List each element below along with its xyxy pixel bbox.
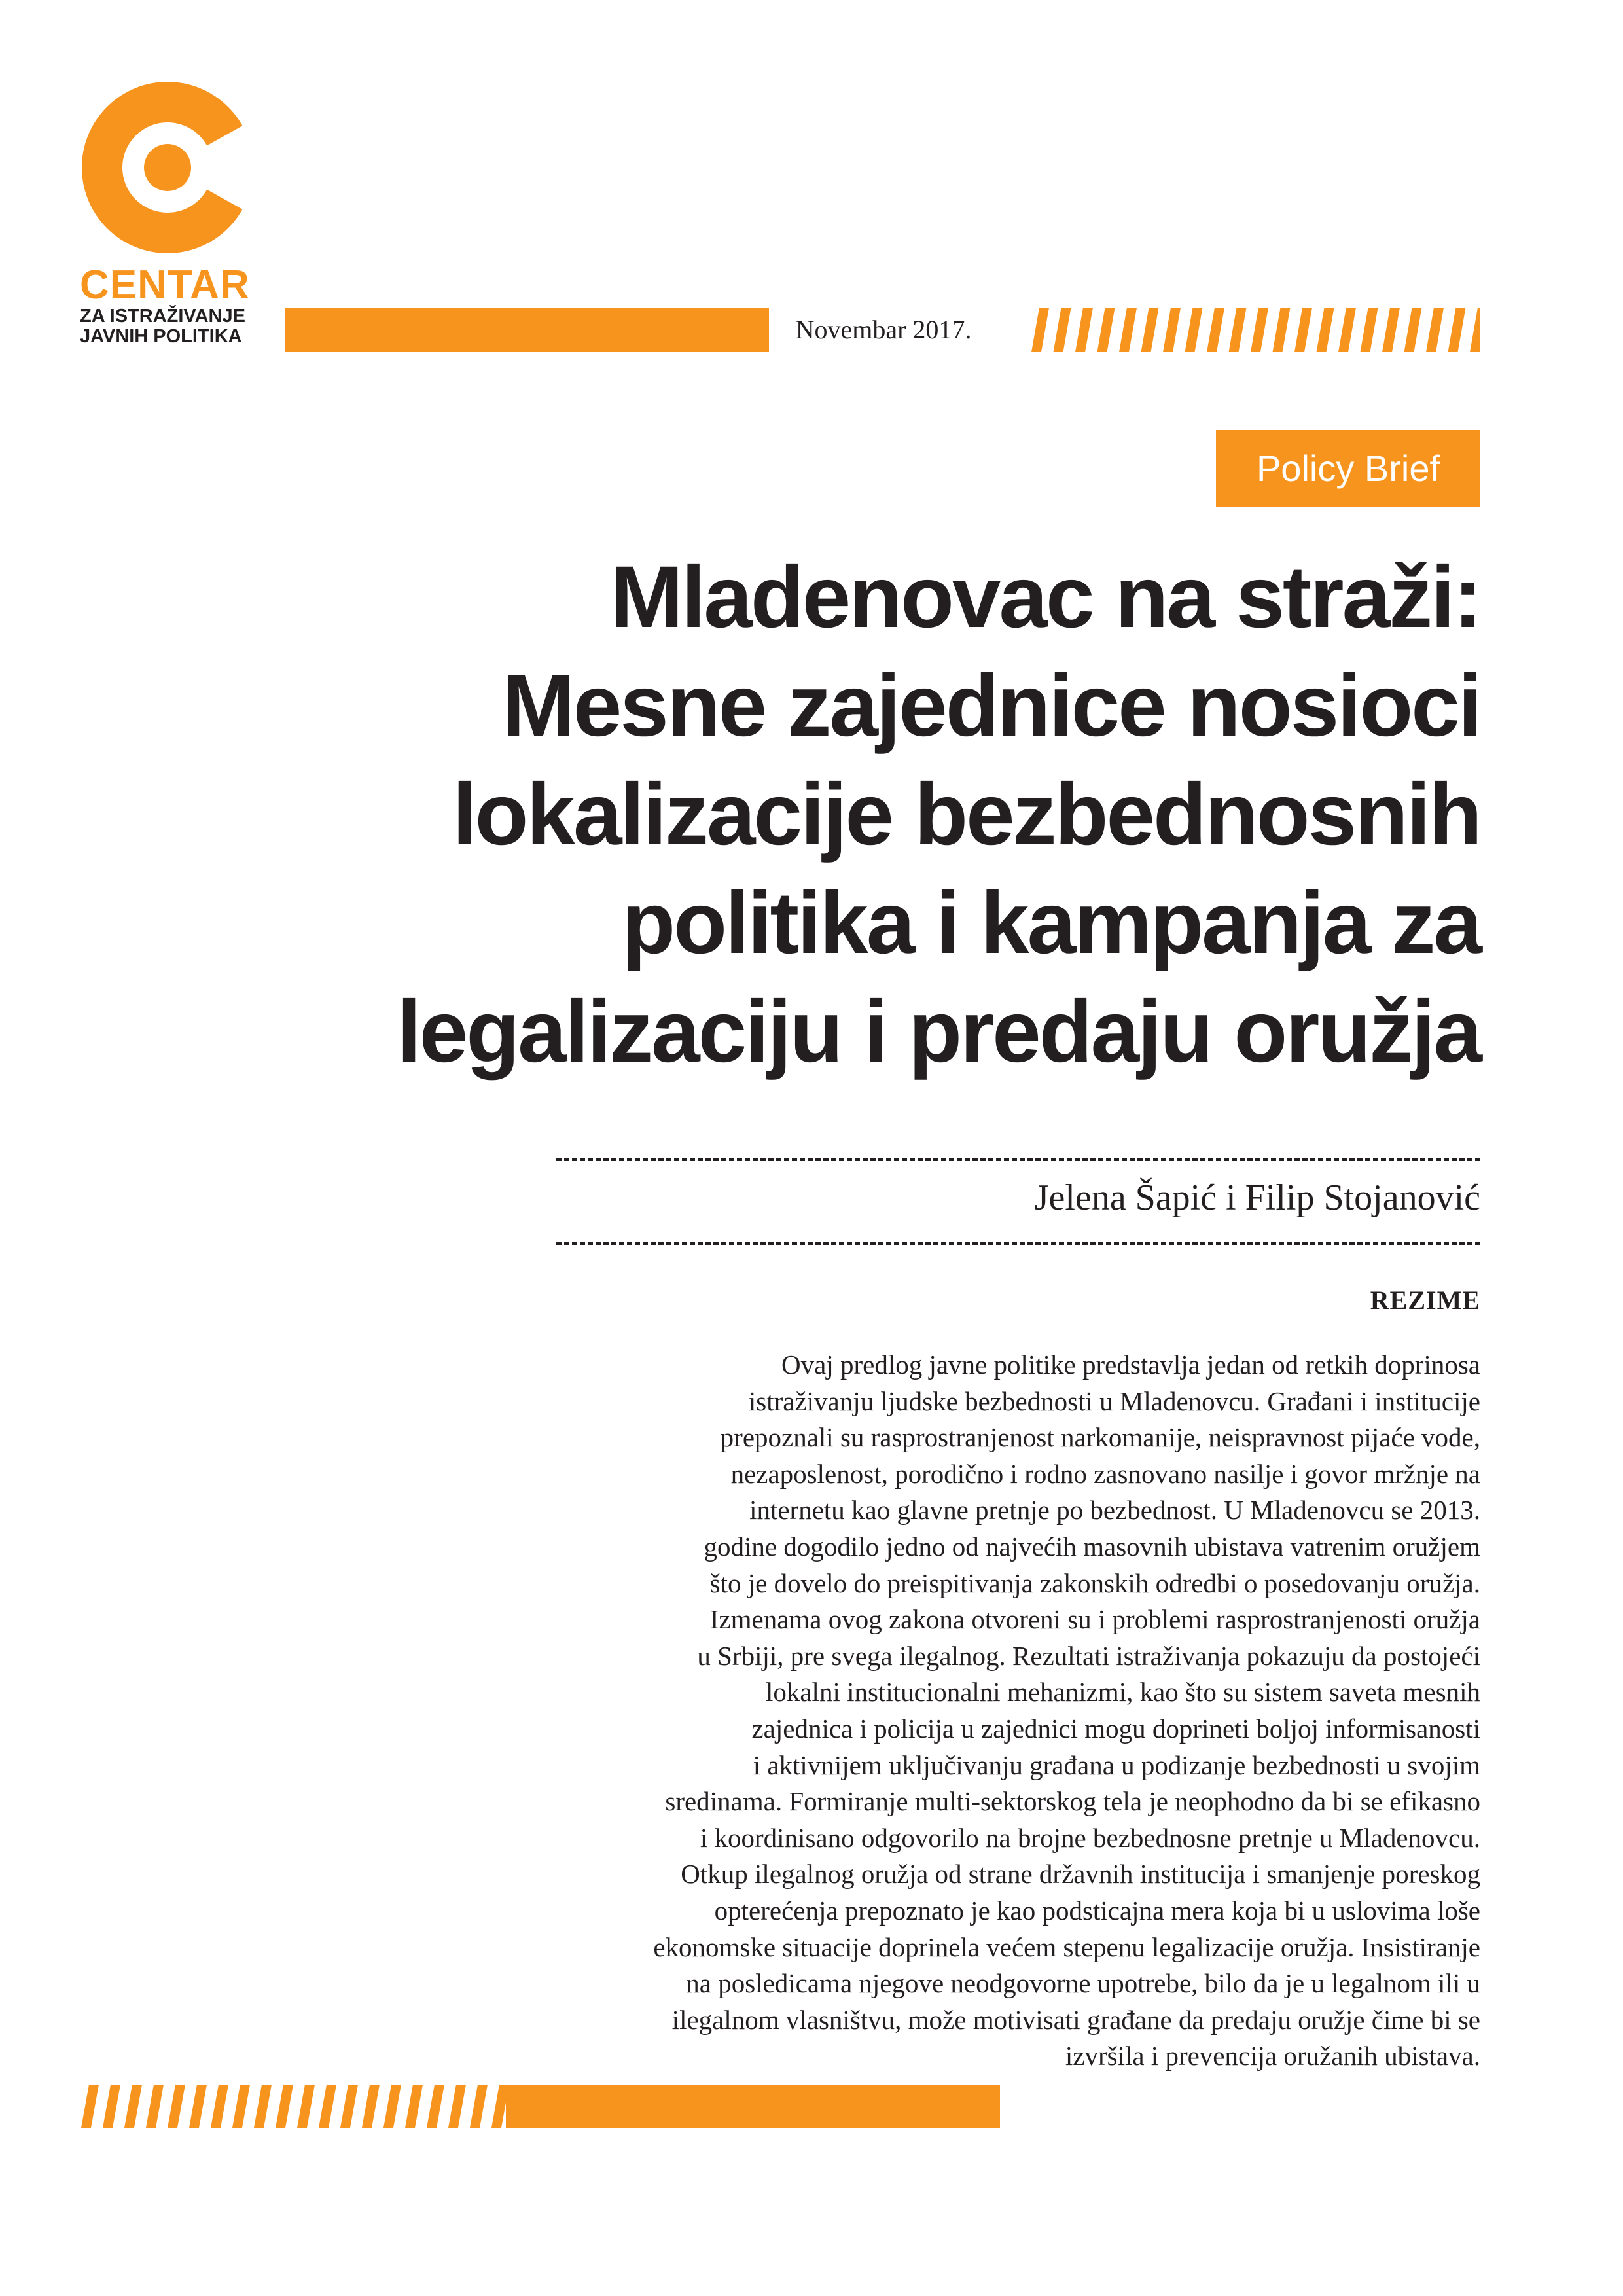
authors: Jelena Šapić i Filip Stojanović — [1034, 1177, 1480, 1218]
stripe — [470, 2085, 488, 2128]
dashed-divider-bottom — [556, 1242, 1480, 1245]
stripe — [340, 2085, 358, 2128]
stripe — [1338, 308, 1356, 352]
summary-line: izvršila i prevencija oružanih ubistava. — [1065, 2041, 1480, 2072]
brand-title: CENTAR — [80, 262, 250, 308]
summary-line: opterećenja prepoznato je kao podsticajna mera koja bi u uslovima loše — [714, 1895, 1480, 1926]
brand-subtitle-line2: JAVNIH POLITIKA — [80, 326, 242, 347]
summary-line: nezaposlenost, porodično i rodno zasnovano nasilje i govor mržnje na — [730, 1458, 1480, 1489]
stripe — [1470, 308, 1480, 352]
stripe — [448, 2085, 466, 2128]
summary-line: ilegalnom vlasništvu, može motivisati građane da predaju oružje čime bi se — [671, 2004, 1480, 2035]
stripe — [168, 2085, 185, 2128]
title-line: politika i kampanja za — [622, 874, 1480, 972]
stripe — [254, 2085, 272, 2128]
summary-line: u Srbiji, pre svega ilegalnog. Rezultati istraživanja pokazuju da postojeći — [697, 1640, 1480, 1671]
footer-stripes — [77, 2085, 506, 2128]
stripe — [103, 2085, 120, 2128]
stripe — [1163, 308, 1181, 352]
stripe — [1185, 308, 1203, 352]
stripe — [276, 2085, 293, 2128]
stripe — [1097, 308, 1115, 352]
stripe — [1426, 308, 1444, 352]
header-orange-bar — [285, 308, 769, 352]
stripe — [146, 2085, 164, 2128]
stripe — [1229, 308, 1247, 352]
stripe — [1054, 308, 1071, 352]
stripe — [383, 2085, 401, 2128]
summary-line: zajednica i policija u zajednici mogu doprineti boljoj informisanosti — [751, 1713, 1480, 1744]
stripe — [1141, 308, 1159, 352]
stripe — [124, 2085, 142, 2128]
summary-line: internetu kao glavne pretnje po bezbednost. U Mladenovcu se 2013. — [749, 1495, 1480, 1526]
dashed-divider-top — [556, 1158, 1480, 1161]
stripe — [427, 2085, 444, 2128]
stripe — [1361, 308, 1378, 352]
summary-line: što je dovelo do preispitivanja zakonskih odredbi o posedovanju oružja. — [709, 1568, 1480, 1598]
brand-wordmark — [80, 262, 270, 347]
stripe — [1031, 308, 1049, 352]
summary-line: godine dogodilo jedno od najvećih masovnih ubistava vatrenim oružjem — [704, 1531, 1480, 1562]
stripe — [319, 2085, 336, 2128]
stripe — [211, 2085, 228, 2128]
stripe — [491, 2085, 506, 2128]
title-line: Mesne zajednice nosioci — [502, 657, 1480, 755]
summary-line: i koordinisano odgovorilo na brojne bezbednosne pretnje u Mladenovcu. — [700, 1822, 1480, 1853]
summary-line: lokalni institucionalni mehanizmi, kao što su sistem saveta mesnih — [765, 1677, 1480, 1708]
stripe — [362, 2085, 380, 2128]
summary-line: i aktivnijem uključivanju građana u podizanje bezbednosti u svojim — [753, 1749, 1480, 1780]
stripe — [1273, 308, 1291, 352]
summary-line: Otkup ilegalnog oružja od strane državnih institucija i smanjenje poreskog — [681, 1859, 1480, 1890]
title-line: lokalizacije bezbednosnih — [452, 766, 1480, 863]
stripe — [1119, 308, 1137, 352]
summary-line: na posledicama njegove neodgovorne upotrebe, bilo da je u legalnom ili u — [686, 1968, 1480, 1999]
summary-line: prepoznali su rasprostranjenost narkomanije, neispravnost pijaće vode, — [720, 1422, 1480, 1453]
policy-brief-badge: Policy Brief — [1216, 430, 1480, 507]
stripe — [1251, 308, 1268, 352]
summary-heading: REZIME — [1370, 1285, 1480, 1315]
summary-line: istraživanju ljudske bezbednosti u Mladenovcu. Građani i institucije — [748, 1386, 1480, 1416]
stripe — [1382, 308, 1400, 352]
stripe — [405, 2085, 423, 2128]
stripe — [1317, 308, 1334, 352]
summary-line: Izmenama ovog zakona otvoreni su i problemi rasprostranjenosti oružja — [709, 1604, 1480, 1635]
stripe — [232, 2085, 250, 2128]
stripe — [297, 2085, 315, 2128]
stripe — [189, 2085, 207, 2128]
stripe — [1075, 308, 1093, 352]
title-line: Mladenovac na straži: — [610, 548, 1480, 646]
summary-line: Ovaj predlog javne politike predstavlja jedan od retkih doprinosa — [781, 1350, 1480, 1380]
stripe — [1448, 308, 1466, 352]
title-line: legalizaciju i predaju oružja — [397, 983, 1480, 1081]
stripe — [1207, 308, 1224, 352]
summary-line: sredinama. Formiranje multi-sektorskog tela je neophodno da bi se efikasno — [665, 1786, 1480, 1817]
stripe — [1294, 308, 1312, 352]
center-logo-icon — [82, 82, 253, 253]
stripe — [1404, 308, 1422, 352]
brand-subtitle-line1: ZA ISTRAŽIVANJE — [80, 306, 245, 327]
publication-date: Novembar 2017. — [795, 315, 972, 344]
header-stripes — [1027, 308, 1480, 352]
footer-orange-bar — [506, 2085, 1000, 2128]
summary-line: ekonomske situacije doprinela većem stepenu legalizacije oružja. Insistiranje — [653, 1931, 1480, 1962]
document-title — [262, 543, 1480, 1086]
stripe — [81, 2085, 99, 2128]
summary-text — [537, 1347, 1480, 2075]
